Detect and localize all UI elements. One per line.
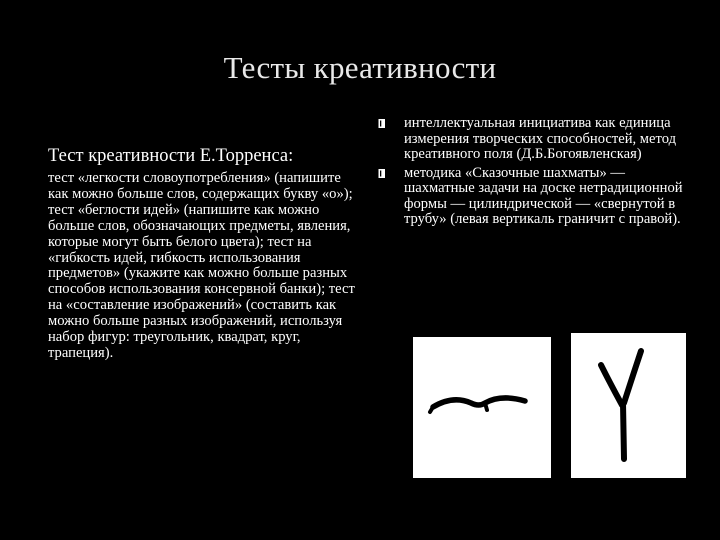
methods-list — [378, 116, 698, 231]
list-item-text: интеллектуальная инициатива как единица измерения творческих способностей, метод креативного поля (Д.Б.Богоявленская) — [404, 115, 676, 162]
torrance-test-heading: Тест креативности Е.Торренса: — [48, 146, 294, 166]
slide-title: Тесты креативности — [223, 50, 497, 85]
drawing-fork-figure — [571, 333, 686, 478]
list-item-text: методика «Сказочные шахматы» — шахматные задачи на доске нетрадиционной формы — цилиндрической — «свернутой в трубу» (левая вертикаль граничит с правой). — [404, 164, 683, 227]
torrance-test-description: тест «легкости словоупотребления» (напишите как можно больше слов, содержащих букву «о»); тест «беглости идей» (напишите как можно больше слов, обозначающих предметы, явления, которые могут быть белого цвета); тест на «гибкость идей, гибкость использования предметов» (укажите как можно больше разных способов использования консервной банки); тест на «составление изображений» (составить как можно больше разных изображений, используя набор фигур: треугольник, квадрат, круг, трапеция). — [48, 170, 355, 361]
drawing-arc-figure — [413, 337, 551, 478]
list-item-fairy-chess — [378, 166, 698, 228]
list-item-intellectual-initiative — [378, 116, 698, 163]
square-bullet-icon — [378, 118, 386, 130]
square-bullet-icon — [378, 168, 386, 180]
